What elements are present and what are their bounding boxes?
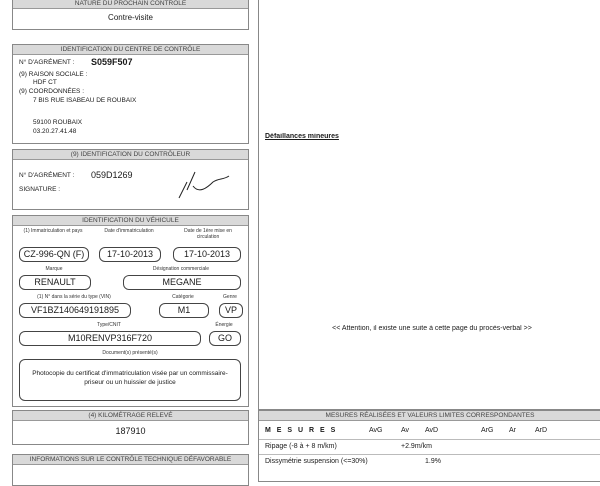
vehicule-box [12,215,249,407]
infos-box [12,454,249,486]
mesures-header: MESURES RÉALISÉES ET VALEURS LIMITES CORRESPONDANTES [259,411,600,421]
centre-raison-label: (9) RAISON SOCIALE : [19,71,88,78]
label-date-immat: Date d'immatriculation [104,228,154,234]
km-header: (4) KILOMÉTRAGE RELEVÉ [13,411,248,421]
col-arg: ArG [481,427,494,434]
centre-raison: HDF CT [33,79,57,86]
type-field: M10RENVP316F720 [19,331,201,346]
label-design: Désignation commerciale [152,266,210,272]
energie-field: GO [209,331,241,346]
label-marque: Marque [45,266,63,272]
controleur-agrement: 059D1269 [91,170,133,180]
controleur-box [12,149,249,210]
controleur-agrement-label: N° D'AGRÉMENT : [19,172,75,179]
docs-value: Photocopie du certificat d'immatriculation visée par un commissaire-priseur ou un huissier de justice [32,370,228,386]
prochain-controle-value: Contre-visite [108,13,153,22]
categorie-field: M1 [159,303,209,318]
docs-field [19,359,241,401]
mesures-box [258,410,600,482]
prochain-controle-header: NATURE DU PROCHAIN CONTRÔLE [13,0,248,9]
serie-field: VF1BZ140649191895 [19,303,131,318]
label-immat: (1) Immatriculation et pays [23,228,83,234]
label-energie: Énergie [215,322,233,328]
defects-box [258,0,600,410]
mineures-title: Défaillances mineures [265,132,339,140]
ripage-label: Ripage (-8 à + 8 m/km) [265,443,337,450]
dissym-value: 1.9% [425,458,441,465]
centre-header: IDENTIFICATION DU CENTRE DE CONTRÔLE [13,45,248,55]
mesures-label: M E S U R E S [265,427,338,434]
immat-field: CZ-996-QN (F) [19,247,89,262]
km-box [12,410,249,445]
centre-agrement-label: N° D'AGRÉMENT : [19,59,75,66]
prochain-controle-box [12,0,249,30]
centre-agrement: S059F507 [91,57,133,67]
label-serie: (1) N° dans la série du type (VIN) [37,294,111,300]
centre-phone: 03.20.27.41.48 [33,128,77,135]
design-field: MEGANE [123,275,241,290]
col-avg: AvG [369,427,383,434]
label-type: Type/CNIT [97,322,121,328]
label-genre: Genre [223,294,237,300]
centre-street: 7 BIS RUE ISABEAU DE ROUBAIX [33,97,137,104]
signature-image [173,168,235,204]
marque-field: RENAULT [19,275,91,290]
defects-list [265,0,599,409]
ripage-value: +2.9m/km [401,443,432,450]
date-circ-field: 17-10-2013 [173,247,241,262]
col-ard: ArD [535,427,548,434]
dissym-label: Dissymétrie suspension (<=30%) [265,458,368,465]
label-docs: Document(s) présenté(s) [102,350,158,356]
controleur-signature-label: SIGNATURE : [19,186,61,193]
date-immat-field: 17-10-2013 [99,247,161,262]
attention-notice: << Attention, il existe une suite à cette page du procès-verbal >> [332,324,532,332]
genre-field: VP [219,303,243,318]
col-av: Av [401,427,410,434]
label-date-circ: Date de 1ère mise en circulation [184,228,232,240]
centre-box [12,44,249,144]
infos-header: INFORMATIONS SUR LE CONTRÔLE TECHNIQUE DÉFAVORABLE [13,455,248,465]
km-value: 187910 [115,426,146,436]
col-ar: Ar [509,427,516,434]
label-categorie: Catégorie [172,294,194,300]
vehicule-header: IDENTIFICATION DU VÉHICULE [13,216,248,226]
centre-city: 59100 ROUBAIX [33,119,83,126]
centre-coord-label: (9) COORDONNÉES : [19,88,85,95]
col-avd: AvD [425,427,439,434]
controleur-header: (9) IDENTIFICATION DU CONTRÔLEUR [13,150,248,160]
